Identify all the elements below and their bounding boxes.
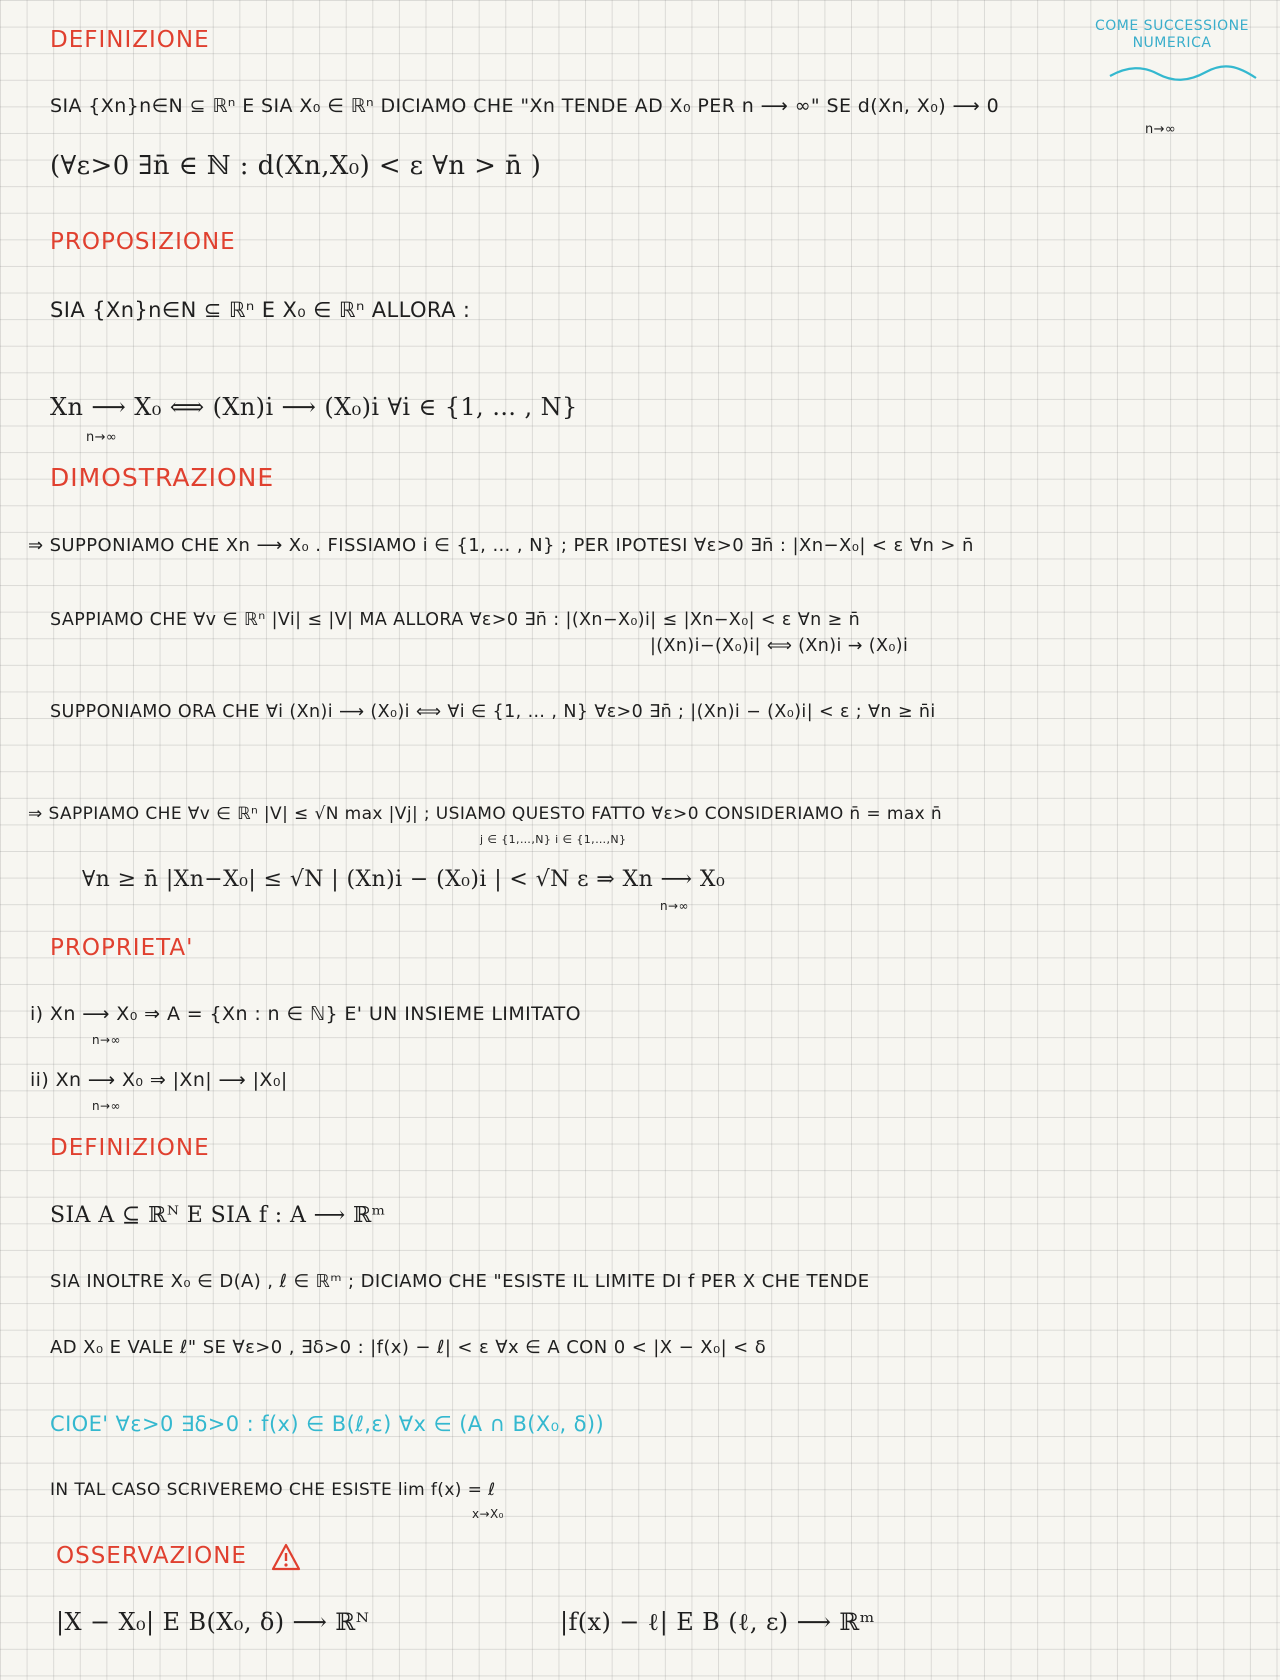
proof-heading: DIMOSTRAZIONE	[50, 463, 275, 492]
proof-line: ⇒ SAPPIAMO CHE ∀v ∈ ℝⁿ |V| ≤ √N max |Vj| ; USIAMO QUESTO FATTO ∀ε>0 CONSIDERIAMO n̄ = max n̄	[28, 804, 943, 824]
property-item: i) Xn ⟶ X₀ ⇒ A = {Xn : n ∈ ℕ} E' UN INSIEME LIMITATO	[30, 1003, 581, 1025]
proof-line: SAPPIAMO CHE ∀v ∈ ℝⁿ |Vi| ≤ |V| MA ALLORA ∀ε>0 ∃n̄ : |(Xn−X₀)i| ≤ |Xn−X₀| < ε ∀n ≥ n̄	[50, 610, 861, 630]
limit-subscript: n→∞	[660, 899, 689, 913]
proof-line: ∀n ≥ n̄ |Xn−X₀| ≤ √N | (Xn)i − (X₀)i | < √N ε ⇒ Xn ⟶ X₀	[82, 867, 726, 892]
limit-subscript: n→∞	[1145, 122, 1177, 137]
definition-line: SIA INOLTRE X₀ ∈ D(A) , ℓ ∈ ℝᵐ ; DICIAMO CHE "ESISTE IL LIMITE DI f PER X CHE TENDE	[50, 1271, 870, 1292]
limit-subscript: n→∞	[92, 1099, 121, 1113]
definition-line: SIA {Xn}n∈N ⊆ ℝⁿ E SIA X₀ ∈ ℝⁿ DICIAMO CHE "Xn TENDE AD X₀ PER n ⟶ ∞" SE d(Xn, X₀) ⟶ 0	[50, 95, 1000, 117]
definition-line: (∀ε>0 ∃n̄ ∈ ℕ : d(Xn,X₀) < ε ∀n > n̄ )	[50, 151, 542, 181]
definition-heading: DEFINIZIONE	[50, 1135, 210, 1161]
index-subscript: j ∈ {1,…,N} i ∈ {1,…,N}	[480, 833, 627, 846]
proof-line: SUPPONIAMO ORA CHE ∀i (Xn)i ⟶ (X₀)i ⟺ ∀i ∈ {1, … , N} ∀ε>0 ∃n̄ ; |(Xn)i − (X₀)i| < ε ; ∀n ≥ n̄i	[50, 702, 936, 722]
wave-underline-icon	[1108, 64, 1258, 86]
limit-subscript: n→∞	[92, 1033, 121, 1047]
margin-note: COME SUCCESSIONE NUMERICA	[1095, 18, 1249, 51]
proof-line: ⇒ SUPPONIAMO CHE Xn ⟶ X₀ . FISSIAMO i ∈ {1, … , N} ; PER IPOTESI ∀ε>0 ∃n̄ : |Xn−X₀| < ε ∀n > n̄	[28, 535, 974, 556]
observation-heading	[56, 1542, 301, 1571]
definition-heading: DEFINIZIONE	[50, 27, 210, 53]
proof-line: |(Xn)i−(X₀)i| ⟺ (Xn)i → (X₀)i	[650, 636, 909, 656]
limit-subscript: n→∞	[86, 430, 118, 445]
property-item: ii) Xn ⟶ X₀ ⇒ |Xn| ⟶ |X₀|	[30, 1069, 288, 1091]
proposition-line: Xn ⟶ X₀ ⟺ (Xn)i ⟶ (X₀)i ∀i ∈ {1, … , N}	[50, 393, 578, 421]
properties-heading: PROPRIETA'	[50, 935, 194, 961]
observation-label: OSSERVAZIONE	[56, 1543, 247, 1569]
definition-line: IN TAL CASO SCRIVEREMO CHE ESISTE lim f(x) = ℓ	[50, 1480, 496, 1500]
limit-subscript: x→X₀	[472, 1507, 504, 1521]
definition-line: AD X₀ E VALE ℓ" SE ∀ε>0 , ∃δ>0 : |f(x) − ℓ| < ε ∀x ∈ A CON 0 < |X − X₀| < δ	[50, 1337, 767, 1358]
observation-line: |f(x) − ℓ| E B (ℓ, ε) ⟶ ℝᵐ	[560, 1608, 875, 1636]
definition-restatement: CIOE' ∀ε>0 ∃δ>0 : f(x) ∈ B(ℓ,ε) ∀x ∈ (A ∩ B(X₀, δ))	[50, 1412, 605, 1436]
proposition-line: SIA {Xn}n∈N ⊆ ℝⁿ E X₀ ∈ ℝⁿ ALLORA :	[50, 298, 471, 322]
proposition-heading: PROPOSIZIONE	[50, 229, 236, 255]
definition-line: SIA A ⊆ ℝᴺ E SIA f : A ⟶ ℝᵐ	[50, 1203, 386, 1228]
observation-line: |X − X₀| E B(X₀, δ) ⟶ ℝᴺ	[56, 1608, 370, 1636]
warning-icon	[271, 1543, 301, 1571]
